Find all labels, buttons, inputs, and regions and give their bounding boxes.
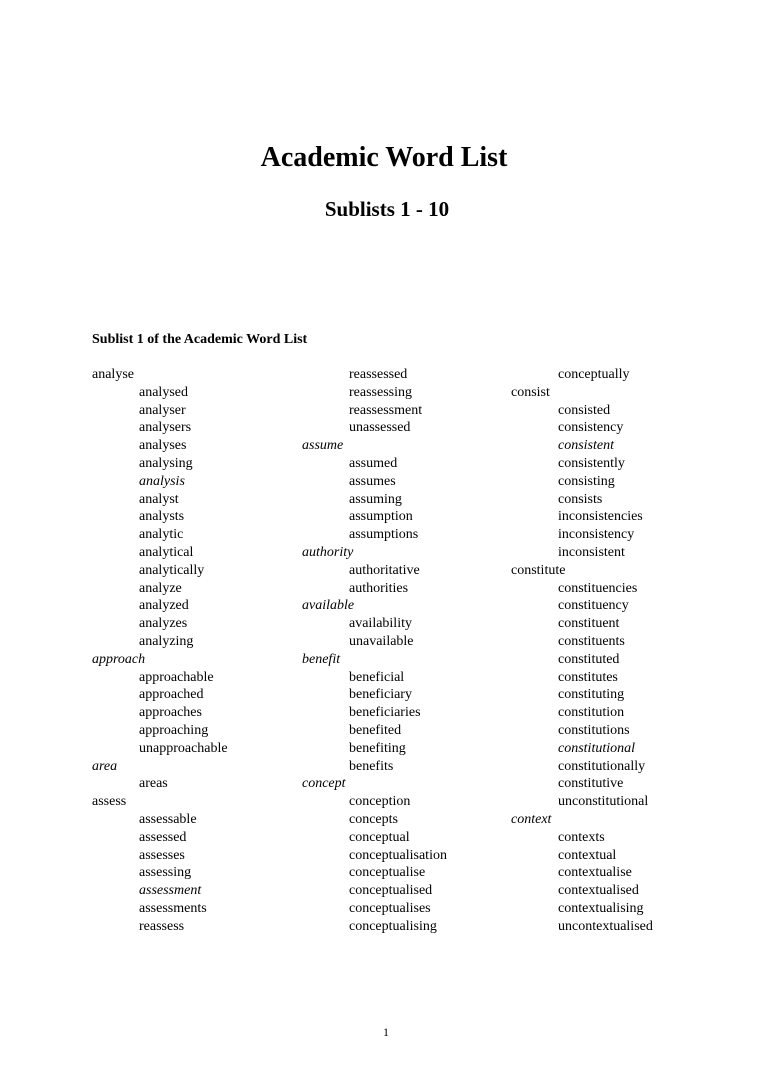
word-form: authoritative <box>349 562 420 578</box>
word-form: unapproachable <box>139 740 228 756</box>
word-form: consisted <box>558 402 611 418</box>
headword: assume <box>302 438 344 454</box>
headword: consist <box>511 384 550 400</box>
word-form: analyzes <box>139 616 188 632</box>
word-form: constitutes <box>558 669 618 685</box>
word-form: constituencies <box>558 580 638 596</box>
word-form: conceptualise <box>349 865 426 881</box>
word-form: consistent <box>558 438 614 454</box>
headword: concept <box>302 776 346 792</box>
word-column-3 <box>511 366 721 936</box>
document-title: Academic Word List <box>260 142 508 173</box>
word-form: reassessed <box>349 367 408 382</box>
word-form: concepts <box>349 811 398 827</box>
word-form: constituting <box>558 687 625 703</box>
word-form: inconsistencies <box>558 509 643 525</box>
word-form: assumption <box>349 509 413 525</box>
word-form: inconsistency <box>558 527 635 543</box>
word-form: constitutive <box>558 776 624 792</box>
word-form: conceptually <box>558 367 630 382</box>
word-form: benefited <box>349 722 402 738</box>
word-form: uncontextualised <box>558 918 653 934</box>
headword: context <box>511 811 552 827</box>
word-form: availability <box>349 616 412 632</box>
word-form: analyses <box>139 438 187 454</box>
word-form: constituted <box>558 651 620 667</box>
word-form: constitutional <box>558 740 635 756</box>
word-form: reassessing <box>349 384 412 400</box>
word-form: analysts <box>139 509 185 525</box>
word-form: assumptions <box>349 527 419 543</box>
word-column-2 <box>302 366 502 936</box>
word-form: benefiting <box>349 740 406 756</box>
word-form: consists <box>558 491 603 507</box>
word-form: beneficiaries <box>349 705 421 721</box>
word-form: consistency <box>558 420 624 436</box>
word-form: analysers <box>139 420 192 436</box>
word-column-1 <box>92 366 292 936</box>
word-form: contextualise <box>558 865 632 881</box>
headword: constitute <box>511 562 566 578</box>
word-form: analyzed <box>139 598 189 614</box>
word-form: analyzing <box>139 633 194 649</box>
word-form: analytically <box>139 562 205 578</box>
word-form: constitution <box>558 705 625 721</box>
word-form: assessing <box>139 865 192 881</box>
word-form: contexts <box>558 829 605 845</box>
word-form: consisting <box>558 473 615 489</box>
word-form: reassess <box>139 918 185 934</box>
word-form: analyst <box>139 491 179 507</box>
word-form: inconsistent <box>558 544 625 560</box>
word-form: assessment <box>139 883 202 899</box>
word-form: conceptualised <box>349 883 433 899</box>
word-form: beneficiary <box>349 687 412 703</box>
word-form: analyze <box>139 580 182 596</box>
word-form: approaching <box>139 722 209 738</box>
word-form: assessments <box>139 900 207 916</box>
word-form: conceptualisation <box>349 847 447 863</box>
word-form: constitutions <box>558 722 630 738</box>
word-form: unassessed <box>349 420 411 436</box>
section-heading: Sublist 1 of the Academic Word List <box>92 332 308 347</box>
word-form: reassessment <box>349 402 423 418</box>
word-form: areas <box>139 776 168 792</box>
word-form: contextualising <box>558 900 644 916</box>
word-form: authorities <box>349 580 409 596</box>
word-form: analysed <box>139 384 188 400</box>
word-form: conception <box>349 794 411 810</box>
word-form: approachable <box>139 669 214 685</box>
word-form: conceptualises <box>349 900 431 916</box>
word-form: assessed <box>139 829 187 845</box>
word-form: constituency <box>558 598 629 614</box>
word-form: constituent <box>558 616 620 632</box>
word-form: analysing <box>139 455 193 471</box>
word-form: consistently <box>558 455 625 471</box>
document-subtitle: Sublists 1 - 10 <box>324 197 450 221</box>
headword: authority <box>302 544 354 560</box>
word-form: unconstitutional <box>558 794 649 810</box>
word-form: assessable <box>139 811 197 827</box>
word-form: assumes <box>349 473 396 489</box>
headword: analyse <box>92 367 134 382</box>
word-form: benefits <box>349 758 394 774</box>
word-form: contextual <box>558 847 617 863</box>
headword: approach <box>92 651 146 667</box>
word-form: assuming <box>349 491 402 507</box>
word-form: approached <box>139 687 204 703</box>
word-form: constituents <box>558 633 625 649</box>
word-form: assumed <box>349 455 398 471</box>
word-form: analytic <box>139 527 184 543</box>
word-form: constitutionally <box>558 758 646 774</box>
word-form: approaches <box>139 705 202 721</box>
page-number: 1 <box>383 1025 389 1039</box>
headword: benefit <box>302 651 341 667</box>
word-form: unavailable <box>349 633 414 649</box>
word-form: analyser <box>139 402 186 418</box>
word-form: analysis <box>139 473 185 489</box>
word-form: conceptual <box>349 829 410 845</box>
headword: assess <box>92 794 127 810</box>
word-form: assesses <box>139 847 185 863</box>
word-form: beneficial <box>349 669 405 685</box>
word-form: analytical <box>139 544 194 560</box>
headword: area <box>92 758 118 774</box>
word-form: conceptualising <box>349 918 437 934</box>
word-form: contextualised <box>558 883 639 899</box>
headword: available <box>302 598 355 614</box>
